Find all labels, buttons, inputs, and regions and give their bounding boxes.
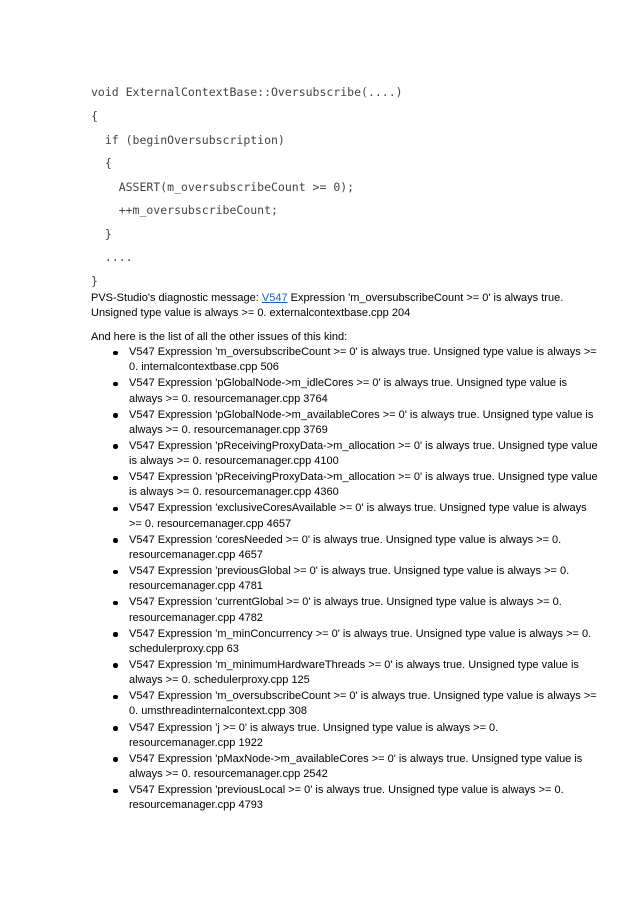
bullet-icon: [113, 632, 118, 637]
bullet-icon: [113, 538, 118, 543]
list-item: [91, 595, 601, 625]
issue-text: V547 Expression 'coresNeeded >= 0' is always true. Unsigned type value is always >= 0. resourcemanager.cpp 4657: [129, 533, 562, 561]
list-item: [91, 439, 601, 469]
bullet-icon: [113, 663, 118, 668]
bullet-icon: [113, 757, 118, 762]
code-line: if (beginOversubscription): [91, 133, 285, 147]
bullet-icon: [113, 413, 118, 418]
diagnostic-paragraph: [91, 291, 601, 321]
v547-link[interactable]: V547: [261, 292, 288, 304]
code-line: }: [91, 227, 112, 241]
issue-text: V547 Expression 'previousLocal >= 0' is always true. Unsigned type value is always >= 0. resourcemanager.cpp 4793: [129, 784, 564, 812]
bullet-icon: [113, 601, 118, 606]
issue-text: V547 Expression 'pGlobalNode->m_idleCores >= 0' is always true. Unsigned type value is always >= 0. resourcemanager.cpp 3764: [129, 377, 568, 405]
list-item: [91, 376, 601, 406]
code-line: void ExternalContextBase::Oversubscribe(....): [91, 85, 403, 99]
bullet-icon: [113, 444, 118, 449]
list-item: [91, 408, 601, 438]
list-item: [91, 501, 601, 531]
list-item: [91, 345, 601, 375]
bullet-icon: [113, 382, 118, 387]
list-item: [91, 752, 601, 782]
list-item: [91, 627, 601, 657]
code-line: }: [91, 274, 98, 288]
bullet-icon: [113, 507, 118, 512]
issue-text: V547 Expression 'pGlobalNode->m_availableCores >= 0' is always true. Unsigned type value is always >= 0. resourcemanager.cpp 3769: [129, 408, 594, 436]
bullet-icon: [113, 789, 118, 794]
list-intro: And here is the list of all the other issues of this kind:: [91, 331, 348, 343]
issue-text: V547 Expression 'previousGlobal >= 0' is always true. Unsigned type value is always >= 0. resourcemanager.cpp 4781: [129, 565, 570, 593]
code-line: ++m_oversubscribeCount;: [91, 203, 278, 217]
list-item: [91, 658, 601, 688]
list-item: [91, 721, 601, 751]
diagnostic-prefix: PVS-Studio's diagnostic message:: [91, 292, 259, 304]
list-item: [91, 533, 601, 563]
issue-text: V547 Expression 'pReceivingProxyData->m_allocation >= 0' is always true. Unsigned type value is always >= 0. resourcemanager.cpp 4100: [129, 439, 598, 468]
code-line: {: [91, 109, 98, 123]
list-item: [91, 564, 601, 594]
issue-text: V547 Expression 'exclusiveCoresAvailable >= 0' is always true. Unsigned type value is always >= 0. resourcemanager.cpp 4657: [129, 502, 587, 530]
issues-list: [91, 345, 601, 814]
list-item: [91, 689, 601, 719]
bullet-icon: [113, 570, 118, 575]
code-line: ASSERT(m_oversubscribeCount >= 0);: [91, 180, 355, 194]
list-item: [91, 783, 601, 813]
issue-text: V547 Expression 'm_oversubscribeCount >= 0' is always true. Unsigned type value is always >= 0. umsthreadinternalcontext.cpp 308: [129, 690, 597, 718]
issue-text: V547 Expression 'pMaxNode->m_availableCores >= 0' is always true. Unsigned type value is always >= 0. resourcemanager.cpp 2542: [129, 752, 583, 781]
diagnostic-message: Expression 'm_oversubscribeCount >= 0' is always true. Unsigned type value is always >= 0. externalcontextbase.cpp 204: [91, 292, 564, 320]
issue-text: V547 Expression 'm_minimumHardwareThreads >= 0' is always true. Unsigned type value is always >= 0. schedulerproxy.cpp 125: [129, 658, 579, 687]
issue-text: V547 Expression 'pReceivingProxyData->m_allocation >= 0' is always true. Unsigned type value is always >= 0. resourcemanager.cpp 4360: [129, 471, 598, 499]
bullet-icon: [113, 726, 118, 731]
bullet-icon: [113, 351, 118, 356]
list-item: [91, 470, 601, 500]
bullet-icon: [113, 695, 118, 700]
issue-text: V547 Expression 'm_oversubscribeCount >= 0' is always true. Unsigned type value is always >= 0. internalcontextbase.cpp 506: [129, 346, 597, 374]
code-line: ....: [91, 250, 133, 264]
bullet-icon: [113, 476, 118, 481]
issue-text: V547 Expression 'j >= 0' is always true. Unsigned type value is always >= 0. resourcemanager.cpp 1922: [129, 721, 499, 749]
issue-text: V547 Expression 'm_minConcurrency >= 0' is always true. Unsigned type value is always >= 0. schedulerproxy.cpp 63: [129, 627, 592, 655]
code-line: {: [91, 156, 112, 170]
issue-text: V547 Expression 'currentGlobal >= 0' is always true. Unsigned type value is always >= 0. resourcemanager.cpp 4782: [129, 596, 562, 624]
